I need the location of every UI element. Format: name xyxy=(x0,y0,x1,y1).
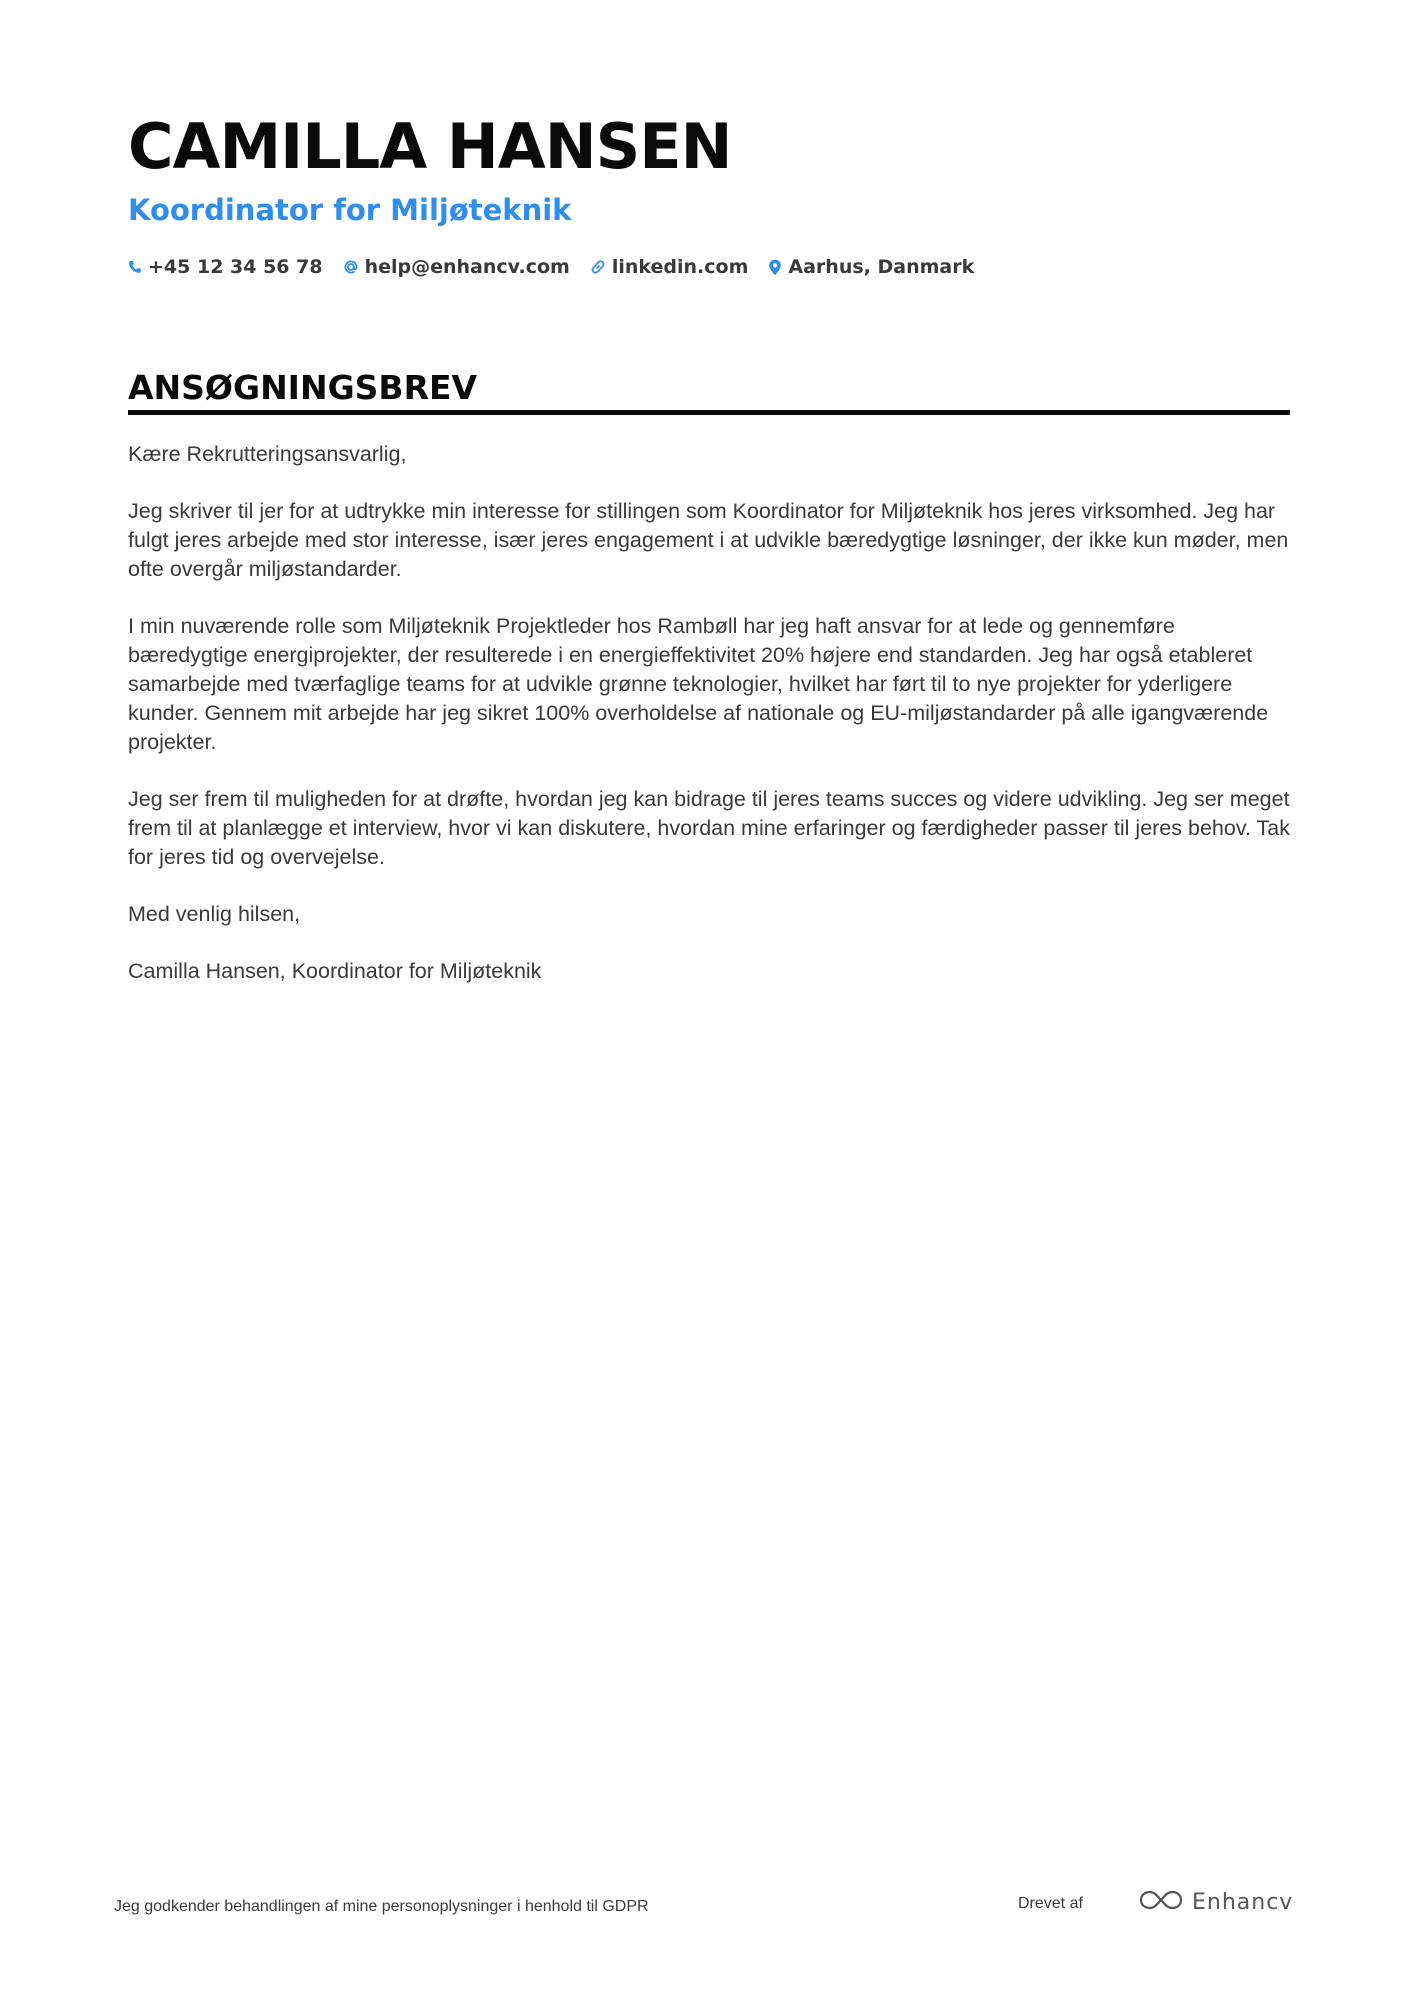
letter-paragraph: Jeg ser frem til muligheden for at drøfte, hvordan jeg kan bidrage til jeres teams succes og videre udvikling. Jeg ser meget frem til at planlægge et interview, hvor vi kan diskutere, hvordan mine erfaringer og færdigheder passer til jeres behov. Tak for jeres tid og overvejelse. xyxy=(128,787,1290,869)
phone-icon xyxy=(128,259,142,275)
salutation: Kære Rekrutteringsansvarlig, xyxy=(128,442,407,466)
letter-paragraph: Jeg skriver til jer for at udtrykke min interesse for stillingen som Koordinator for Miljøteknik hos jeres virksomhed. Jeg har fulgt jeres arbejde med stor interesse, især jeres engagement i at udvikle bæredygtige løsninger, der ikke kun møder, men ofte overgår miljøstandarder. xyxy=(128,499,1289,581)
linkedin-text: linkedin.com xyxy=(611,256,749,278)
at-icon xyxy=(343,259,359,275)
gdpr-consent-note: Jeg godkender behandlingen af mine personoplysninger i henhold til GDPR xyxy=(114,1898,649,1915)
enhancv-logo[interactable] xyxy=(1138,1888,1293,1917)
contact-linkedin[interactable] xyxy=(590,252,749,282)
letter-paragraph: I min nuværende rolle som Miljøteknik Projektleder hos Rambøll har jeg haft ansvar for at lede og gennemføre bæredygtige energiprojekter, der resulterede i en energieffektivitet 20% højere end standarden. Jeg har også etableret samarbejde med tværfaglige teams for at udvikle grønne teknologier, hvilket har ført til to nye projekter for yderligere kunder. Gennem mit arbejde har jeg sikret 100% overholdelse af nationale og EU-miljøstandarder på alle igangværende projekter. xyxy=(128,614,1269,754)
letter-body xyxy=(128,440,1290,1014)
signature-line: Camilla Hansen, Koordinator for Miljøteknik xyxy=(128,959,542,983)
powered-by-label: Drevet af xyxy=(1018,1895,1083,1912)
link-icon xyxy=(590,259,606,275)
section-divider xyxy=(128,410,1290,415)
job-title: Koordinator for Miljøteknik xyxy=(128,193,572,227)
phone-text: +45 12 34 56 78 xyxy=(148,256,323,278)
closing: Med venlig hilsen, xyxy=(128,902,301,926)
email-text: help@enhancv.com xyxy=(364,256,570,278)
location-pin-icon xyxy=(768,259,782,276)
infinity-logo-icon xyxy=(1138,1888,1184,1917)
location-text: Aarhus, Danmark xyxy=(788,256,975,278)
section-title: ANSØGNINGSBREV xyxy=(128,368,478,407)
contact-email[interactable] xyxy=(343,252,570,282)
applicant-name: CAMILLA HANSEN xyxy=(128,110,732,183)
contact-location xyxy=(768,252,974,282)
contact-bar xyxy=(128,252,994,282)
contact-phone xyxy=(128,252,323,282)
brand-wordmark: Enhancv xyxy=(1192,1889,1294,1915)
